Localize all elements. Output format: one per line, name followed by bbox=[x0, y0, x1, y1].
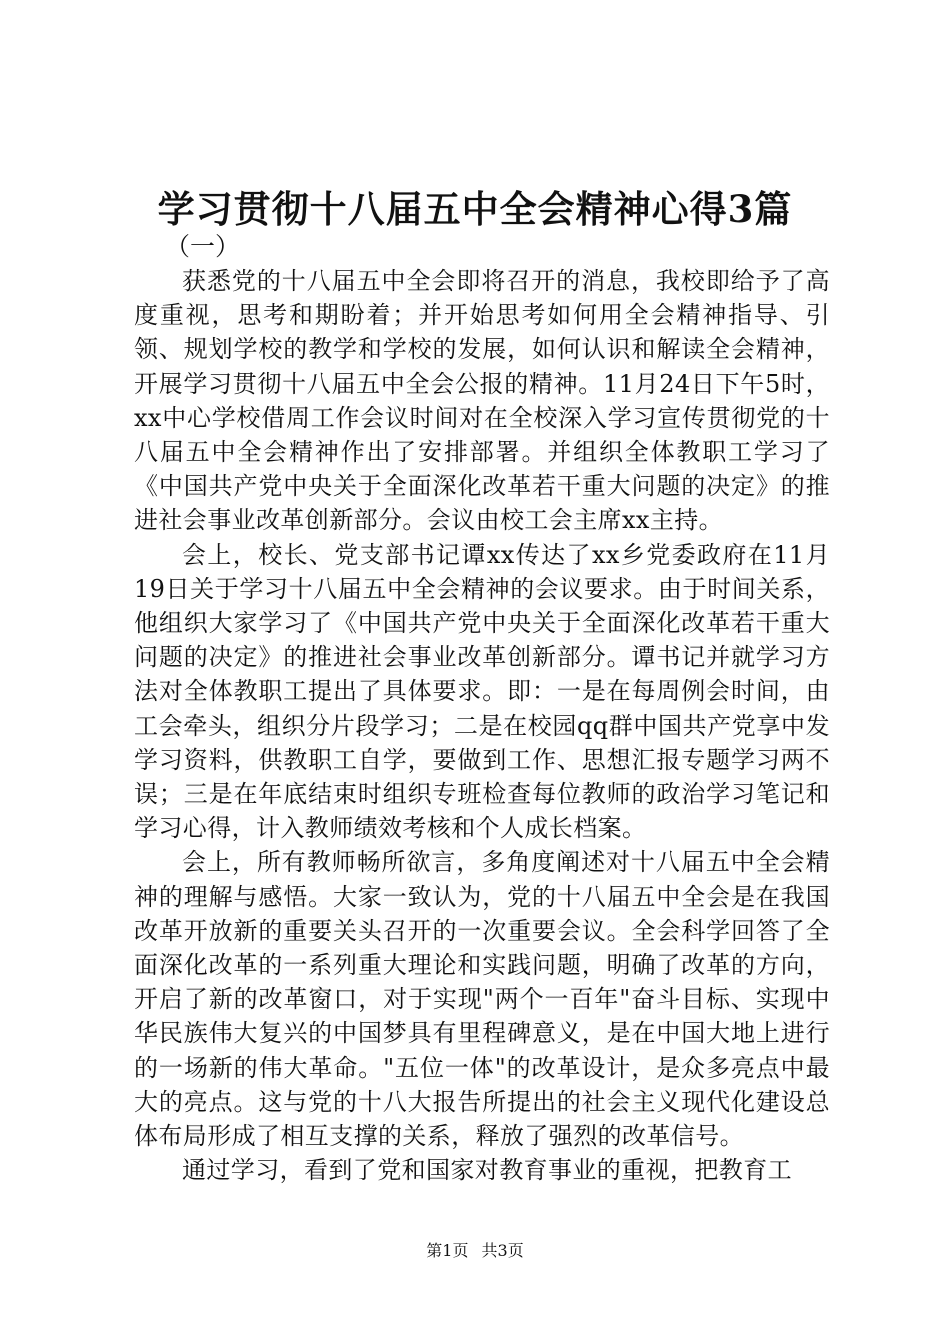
page-number: 第1页 bbox=[426, 1241, 469, 1260]
paragraph-1: 获悉党的十八届五中全会即将召开的消息，我校即给予了高度重视，思考和期盼着；并开始思考如何用全会精神指导、引领、规划学校的教学和学校的发展，如何认识和解读全会精神，开展学习贯彻十八届五中全会公报的精神。11月24日下午5时，xx中心学校借周工作会议时间对在全校深入学习宣传贯彻党的十八届五中全会精神作出了安排部署。并组织全体教职工学习了《中国共产党中央关于全面深化改革若干重大问题的决定》的推进社会事业改革创新部分。会议由校工会主席xx主持。 bbox=[134, 267, 830, 535]
paragraph-3: 会上，所有教师畅所欲言，多角度阐述对十八届五中全会精神的理解与感悟。大家一致认为，党的十八届五中全会是在我国改革开放新的重要关头召开的一次重要会议。全会科学回答了全面深化改革的一系列重大理论和实践问题，明确了改革的方向，开启了新的改革窗口，对于实现"两个一百年"奋斗目标、实现中华民族伟大复兴的中国梦具有里程碑意义，是在中国大地上进行的一场新的伟大革命。"五位一体"的改革设计，是众多亮点中最大的亮点。这与党的十八大报告所提出的社会主义现代化建设总体布局形成了相互支撑的关系，释放了强烈的改革信号。 bbox=[134, 848, 830, 1151]
paragraph-4: 通过学习，看到了党和国家对教育事业的重视，把教育工 bbox=[182, 1156, 792, 1185]
document-body bbox=[134, 264, 830, 1187]
document-title: 学习贯彻十八届五中全会精神心得3篇 bbox=[157, 186, 793, 231]
page-footer bbox=[0, 1240, 950, 1262]
section-label: （一） bbox=[165, 232, 241, 261]
paragraph-2: 会上，校长、党支部书记谭xx传达了xx乡党委政府在11月19日关于学习十八届五中全会精神的会议要求。由于时间关系，他组织大家学习了《中国共产党中央关于全面深化改革若干重大问题的决定》的推进社会事业改革创新部分。谭书记并就学习方法对全体教职工提出了具体要求。即：一是在每周例会时间，由工会牵头，组织分片段学习；二是在校园qq群中国共产党享中发学习资料，供教职工自学，要做到工作、思想汇报专题学习两不误；三是在年底结束时组织专班检查每位教师的政治学习笔记和学习心得，计入教师绩效考核和个人成长档案。 bbox=[134, 540, 830, 843]
page-total: 共3页 bbox=[481, 1241, 524, 1260]
